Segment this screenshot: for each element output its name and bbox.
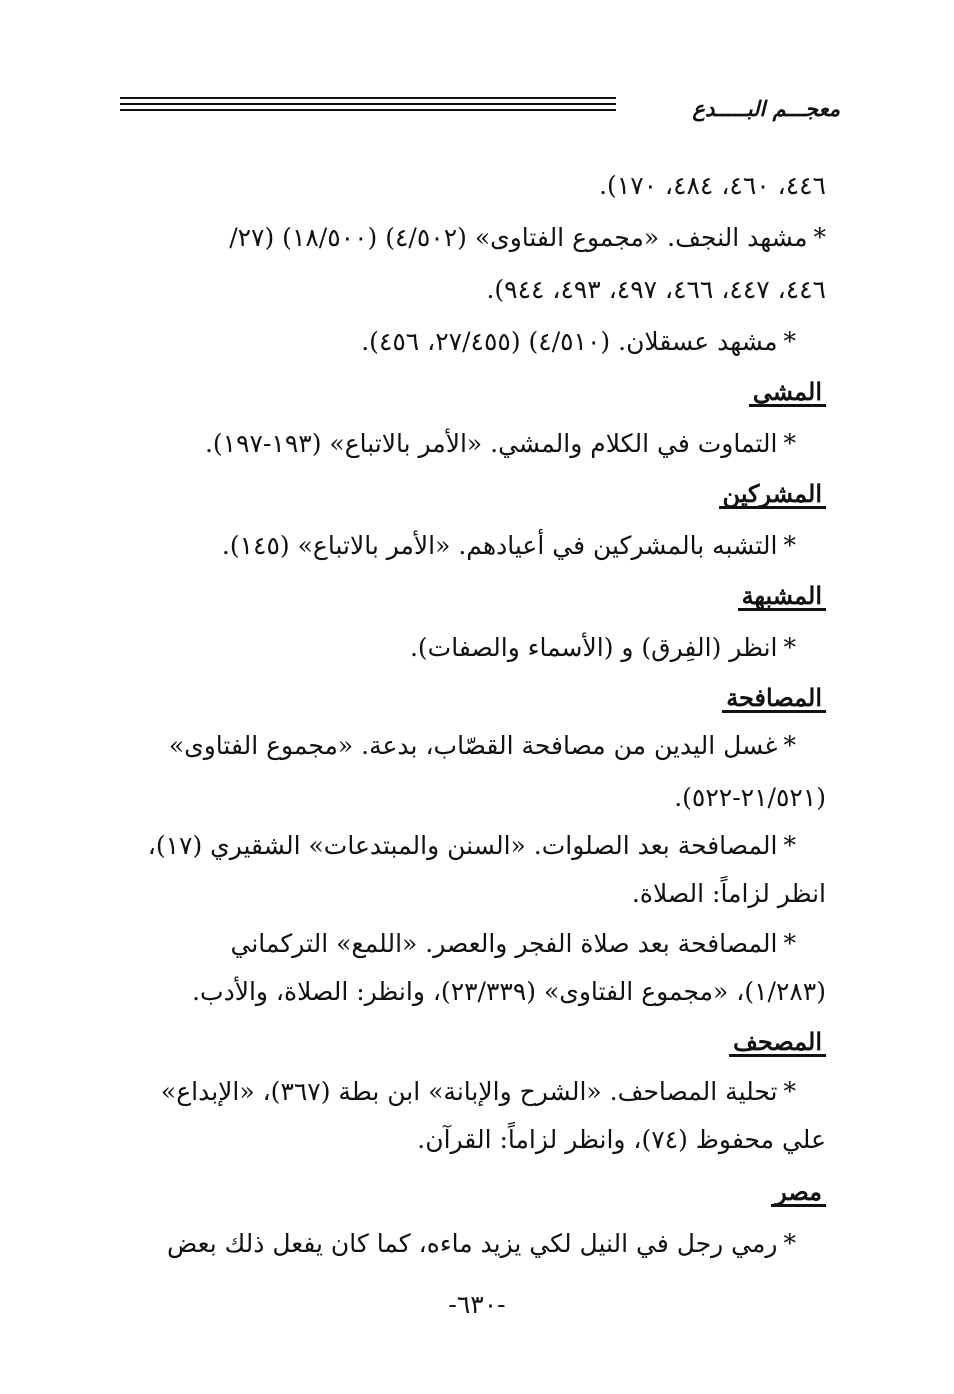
- line-16-text: رمي رجل في النيل لكي يزيد ماءه، كما كان يفعل ذلك بعض: [167, 1229, 778, 1258]
- bullet-star: *: [783, 327, 796, 356]
- line-14: [161, 1066, 796, 1118]
- line-8: [169, 720, 796, 772]
- line-14-text: تحلية المصاحف. «الشرح والإبانة» ابن بطة (٣٦٧)، «الإبداع»: [160, 1077, 778, 1106]
- bullet-star: *: [813, 223, 826, 252]
- line-5: [205, 418, 796, 470]
- line-1: ٤٤٦، ٤٦٠، ٤٨٤، ١٧٠).: [599, 171, 826, 200]
- bullet-star: *: [783, 633, 796, 662]
- line-10-text: المصافحة بعد الصلوات. «السنن والمبتدعات» الشقيري (١٧)،: [147, 831, 778, 860]
- section-heading: المشركين: [719, 482, 826, 509]
- line-16: [167, 1218, 796, 1270]
- line-8-text: غسل اليدين من مصافحة القصّاب، بدعة. «مجموع الفتاوى»: [168, 731, 778, 760]
- header-rule: [120, 97, 616, 99]
- line-15: علي محفوظ (٧٤)، وانظر لزاماً: القرآن.: [417, 1125, 826, 1154]
- bullet-star: *: [783, 429, 796, 458]
- line-13: (١/٢٨٣)، «مجموع الفتاوى» (٢٣/٣٣٩)، وانظر: الصلاة، والأدب.: [192, 977, 826, 1006]
- line-9: (٢١/٥٢١-٥٢٢).: [674, 783, 826, 812]
- bullet-star: *: [783, 531, 796, 560]
- section-heading: المشبهة: [738, 584, 826, 611]
- line-12: [231, 918, 797, 970]
- section-heading: المشي: [749, 380, 826, 407]
- bullet-star: *: [783, 929, 796, 958]
- line-5-text: التماوت في الكلام والمشي. «الأمر بالاتباع» (١٩٣-١٩٧).: [204, 429, 778, 458]
- bullet-star: *: [783, 831, 796, 860]
- bullet-star: *: [783, 1077, 796, 1106]
- line-3: ٤٤٦، ٤٤٧، ٤٦٦، ٤٩٧، ٤٩٣، ٩٤٤).: [486, 275, 826, 304]
- bullet-star: *: [783, 1229, 796, 1258]
- running-header: [120, 92, 840, 132]
- line-11: انظر لزاماً: الصلاة.: [631, 879, 826, 908]
- line-10: [148, 820, 796, 872]
- line-12-text: المصافحة بعد صلاة الفجر والعصر. «اللمع» التركماني: [230, 929, 778, 958]
- line-4-text: مشهد عسقلان. (٤/٥١٠) (٢٧/٤٥٥، ٤٥٦).: [361, 327, 778, 356]
- header-rule: [120, 109, 616, 111]
- section-heading: مصر: [771, 1180, 826, 1207]
- line-6-text: التشبه بالمشركين في أعيادهم. «الأمر بالاتباع» (١٤٥).: [221, 531, 778, 560]
- line-6: [222, 520, 796, 572]
- section-heading: المصحف: [729, 1030, 826, 1057]
- bullet-star: *: [783, 731, 796, 760]
- line-2-text: مشهد النجف. «مجموع الفتاوى» (٤/٥٠٢) (١٨/٥٠٠) (٢٧/: [229, 223, 808, 252]
- page-number: -٦٣٠-: [448, 1290, 506, 1319]
- line-4: [361, 316, 796, 368]
- line-7-text: انظر (الفِرق) و (الأسماء والصفات).: [409, 633, 778, 662]
- header-rule: [120, 103, 616, 105]
- section-heading: المصافحة: [722, 686, 826, 713]
- line-7: [410, 622, 796, 674]
- running-title: معجـــم البـــــدع: [692, 96, 840, 121]
- line-2: [229, 212, 826, 264]
